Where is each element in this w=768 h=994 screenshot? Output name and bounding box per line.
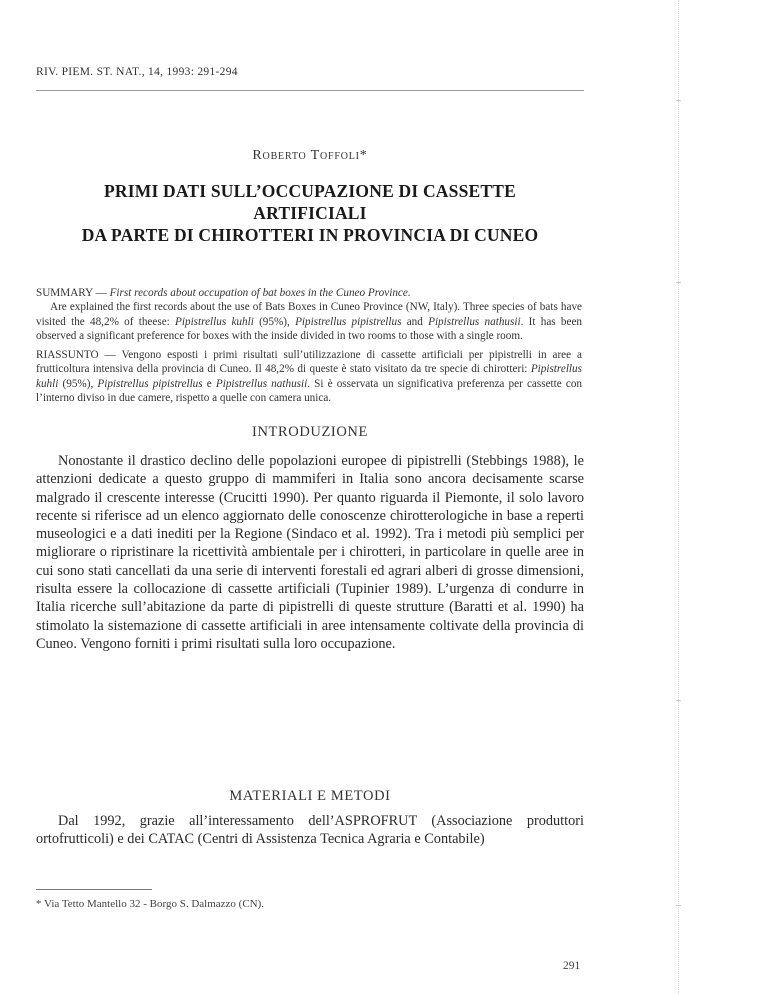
riassunto-species-1: Pipistrellus kuhli: [36, 363, 582, 390]
heading-introduzione: INTRODUZIONE: [252, 424, 368, 440]
scan-edge-tick: [676, 700, 681, 701]
scan-edge-tick: [676, 100, 681, 101]
author-name: Roberto Toffoli*: [252, 148, 368, 163]
introduzione-paragraph: Nonostante il drastico declino delle popolazioni europee di pipistrelli (Stebbings 1988), le attenzioni dedicate a questo gruppo di mammiferi in Italia sono ancora decisamente scarse malgrado il crescente interesse (Crucitti 1990). Per quanto riguarda il Piemonte, il solo lavoro recente si riferisce ad un elenco aggiornato delle conoscenze chirotterologiche in base a reperti museologici e a dati inediti per la Regione (Sindaco et al. 1992). Tra i metodi più semplici per migliorare o ripristinare la ricettività ambientale per i chirotteri, in particolare in quelle aree in cui sono stati cancellati da una serie di interventi forestali ed agrari alberi di grosse dimensioni, risulta essere la collocazione di cassette artificiali (Tupinier 1989). L’urgenza di condurre in Italia ricerche sull’abitazione da parte di pipistrelli di queste strutture (Baratti et al. 1990) ha stimolato la sistemazione di cassette artificiali in aree intensamente coltivate della provincia di Cuneo. Vengono forniti i primi risultati sulla loro occupazione.: [36, 453, 584, 652]
riassunto-species-2: Pipistrellus pipistrellus: [97, 377, 203, 390]
article-title: [60, 180, 560, 246]
journal-header: RIV. PIEM. ST. NAT., 14, 1993: 291-294: [36, 66, 238, 78]
title-line-2: DA PARTE DI CHIROTTERI IN PROVINCIA DI CUNEO: [81, 225, 539, 245]
riassunto-species-3: Pipistrellus nathusii: [215, 377, 308, 390]
metodi-paragraph: Dal 1992, grazie all’interessamento dell’ASPROFRUT (Associazione produttori ortofrutticoli) e dei CATAC (Centri di Assistenza Tecnica Agraria e Contabile): [36, 813, 584, 848]
title-line-1: PRIMI DATI SULL’OCCUPAZIONE DI CASSETTE ARTIFICIALI: [103, 181, 516, 223]
riassunto-text-1: RIASSUNTO — Vengono esposti i primi risultati sull’utilizzazione di cassette artificiali per pipistrelli in aree a frutticoltura intensiva della provincia di Cuneo. Il 48,2% di queste è stato visitato da tre specie di chirotteri:: [36, 349, 582, 376]
summary-title: First records about occupation of bat boxes in the Cuneo Province.: [109, 287, 411, 299]
summary-text-2: (95%),: [253, 315, 296, 328]
page-number: 291: [563, 960, 581, 972]
riassunto-text-3: e: [202, 377, 216, 390]
summary-text-4: . It has been observed a significant preference for boxes with the inside divided in two rooms to those with a single room.: [36, 315, 583, 343]
scan-edge-tick: [676, 282, 681, 283]
summary-species-2: Pipistrellus pipistrellus: [295, 315, 402, 328]
summary-species-3: Pipistrellus nathusii: [428, 315, 521, 328]
footnote-rule: [36, 889, 152, 890]
summary-species-1: Pipistrellus kuhli: [175, 315, 254, 328]
summary-text-3: and: [401, 315, 429, 328]
heading-materiali-metodi: MATERIALI E METODI: [229, 788, 391, 804]
header-rule: [36, 90, 584, 91]
scan-edge-line: [678, 0, 679, 994]
scan-edge-tick: [676, 905, 681, 906]
summary-label: SUMMARY —: [36, 287, 110, 299]
summary-text-1: Are explained the first records about the use of Bats Boxes in Cuneo Province (NW, Italy). Three species of bats have visited the 48,2% of theese:: [36, 301, 582, 328]
footnote: * Via Tetto Mantello 32 - Borgo S. Dalmazzo (CN).: [36, 898, 265, 910]
riassunto-text-2: (95%),: [58, 377, 98, 390]
summary-abstract: [36, 286, 582, 344]
riassunto-text-4: . Si è osservata un significativa preferenza per cassette con l’interno diviso in due camere, rispetto a quelle con camera unica.: [36, 377, 583, 405]
riassunto-abstract: [36, 348, 582, 406]
